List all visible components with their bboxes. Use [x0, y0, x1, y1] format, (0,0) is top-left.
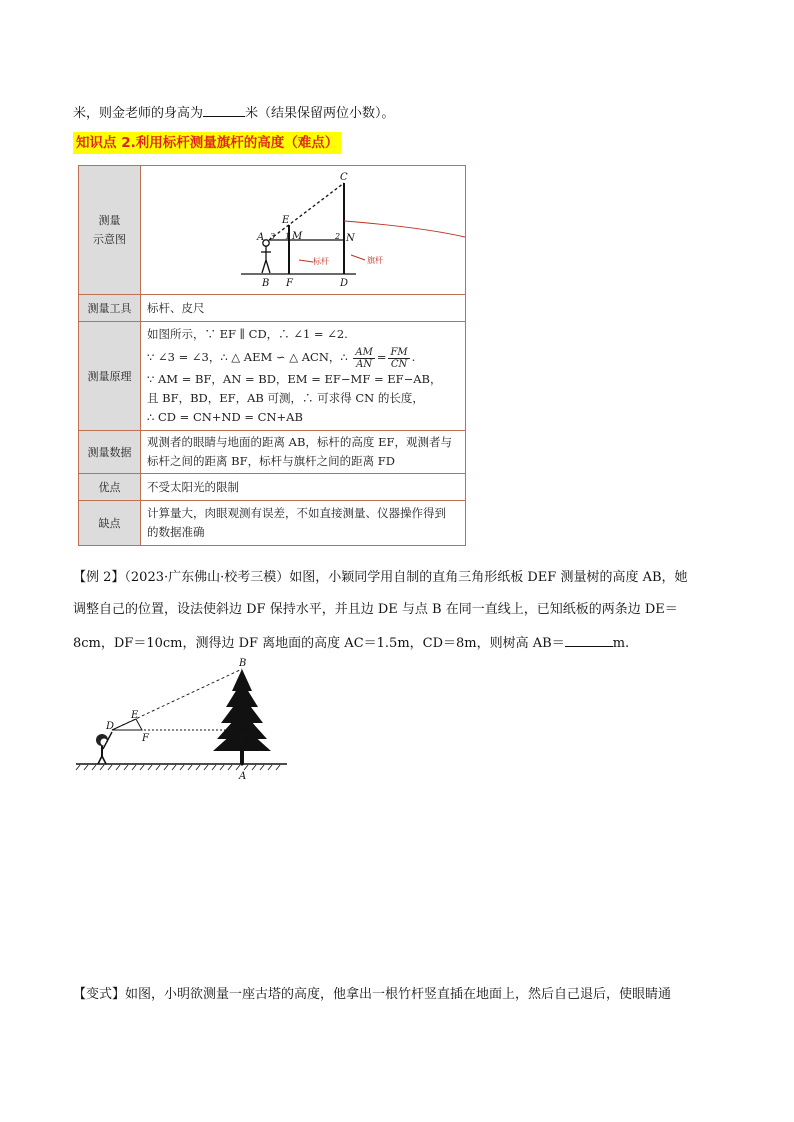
label-M: M: [292, 231, 303, 242]
table-row: [79, 295, 466, 322]
example-unit: m.: [612, 636, 630, 651]
label-F: F: [286, 278, 293, 289]
table-row: [79, 322, 466, 431]
row-header: 缺点: [79, 501, 141, 546]
row-header: 优点: [79, 474, 141, 501]
principle-line: ∴ CD = CN+ND = CN+AB: [147, 410, 303, 424]
answer-blank[interactable]: [565, 632, 613, 647]
row-header: 测量 示意图: [79, 166, 141, 295]
table-row: [79, 431, 466, 474]
principle-line: ∵ ∠3 = ∠3，∴ △ AEM ∽ △ ACN，∴ $\frac{AM}{AN}$ = $\frac{FM}{CN}$ .: [147, 346, 416, 370]
table-row: [79, 501, 466, 546]
principle-line: ∵ AM = BF，AN = BD，EM = EF−MF = EF−AB，: [147, 372, 442, 386]
row-content: [141, 431, 466, 474]
label-D: D: [106, 721, 115, 732]
fraction-fm-cn: $\frac{FM}{CN}$: [390, 346, 408, 370]
row-content: [141, 322, 466, 431]
annotation-biaogan: 标杆: [313, 257, 329, 266]
label-E: E: [282, 215, 290, 226]
section-title: 知识点 2.利用标杆测量旗杆的高度（难点）: [73, 132, 341, 154]
text-before-blank: 米，则金老师的身高为: [73, 106, 204, 121]
row-header: 测量工具: [79, 295, 141, 322]
label-C: C: [340, 172, 348, 183]
principle-line: 且 BF，BD，EF，AB 可测，∴ 可求得 CN 的长度，: [147, 391, 424, 405]
fraction-am-an: $\frac{AM}{AN}$: [355, 346, 373, 370]
example-line-1: 【例 2】（2023·广东佛山·校考三模）如图，小颖同学用自制的直角三角形纸板 DEF 测量树的高度 AB，她: [73, 570, 688, 585]
example-text: 8cm，DF＝10cm，测得边 DF 离地面的高度 AC＝1.5m，CD＝8m，则树高 AB＝: [73, 636, 565, 651]
row-content: 标杆、皮尺: [141, 295, 466, 322]
row-header: 测量原理: [79, 322, 141, 431]
label-E: E: [131, 710, 139, 721]
principle-text: ∵ ∠3 = ∠3，∴ △ AEM ∽ △ ACN，∴: [147, 350, 348, 364]
label-A: A: [257, 232, 265, 243]
row-content: 不受太阳光的限制: [141, 474, 466, 501]
label-3: 3: [270, 232, 276, 241]
tree-diagram: [72, 655, 292, 785]
drawback-line: 的数据准确: [147, 525, 205, 539]
example-line-3: [73, 632, 629, 654]
data-line: 标杆之间的距离 BF，标杆与旗杆之间的距离 FD: [147, 454, 395, 468]
row-content: [141, 501, 466, 546]
label-F: F: [142, 733, 149, 744]
label-2: 2: [335, 232, 341, 241]
example-line-2: 调整自己的位置，设法使斜边 DF 保持水平，并且边 DE 与点 B 在同一直线上，已知纸板的两条边 DE＝: [73, 602, 678, 617]
text-after-blank: 米（结果保留两位小数）。: [245, 106, 395, 121]
fill-blank-line: [73, 102, 395, 124]
label-1: 1: [285, 232, 291, 241]
answer-blank[interactable]: [203, 102, 245, 117]
data-line: 观测者的眼睛与地面的距离 AB，标杆的高度 EF，观测者与: [147, 435, 452, 449]
drawback-line: 计算量大，肉眼观测有误差，不如直接测量、仪器操作得到: [147, 506, 446, 520]
principle-line: 如图所示，∵ EF ∥ CD，∴ ∠1 = ∠2.: [147, 327, 348, 341]
annotation-qigan: 旗杆: [367, 256, 383, 265]
table-row: [79, 474, 466, 501]
measurement-table: [78, 165, 466, 546]
label-A: A: [239, 771, 247, 782]
variant-line: 【变式】如图，小明欲测量一座古塔的高度，他拿出一根竹杆竖直插在地面上，然后自己退后，使眼睛通: [73, 987, 672, 1002]
diagram-cell: [141, 166, 466, 295]
label-B: B: [262, 278, 270, 289]
label-N: N: [346, 233, 355, 244]
table-row: [79, 166, 466, 295]
row-header: 测量数据: [79, 431, 141, 474]
label-C: C: [246, 735, 254, 746]
label-B: B: [239, 658, 247, 669]
flagpole-diagram: [141, 167, 465, 293]
label-D: D: [340, 278, 349, 289]
